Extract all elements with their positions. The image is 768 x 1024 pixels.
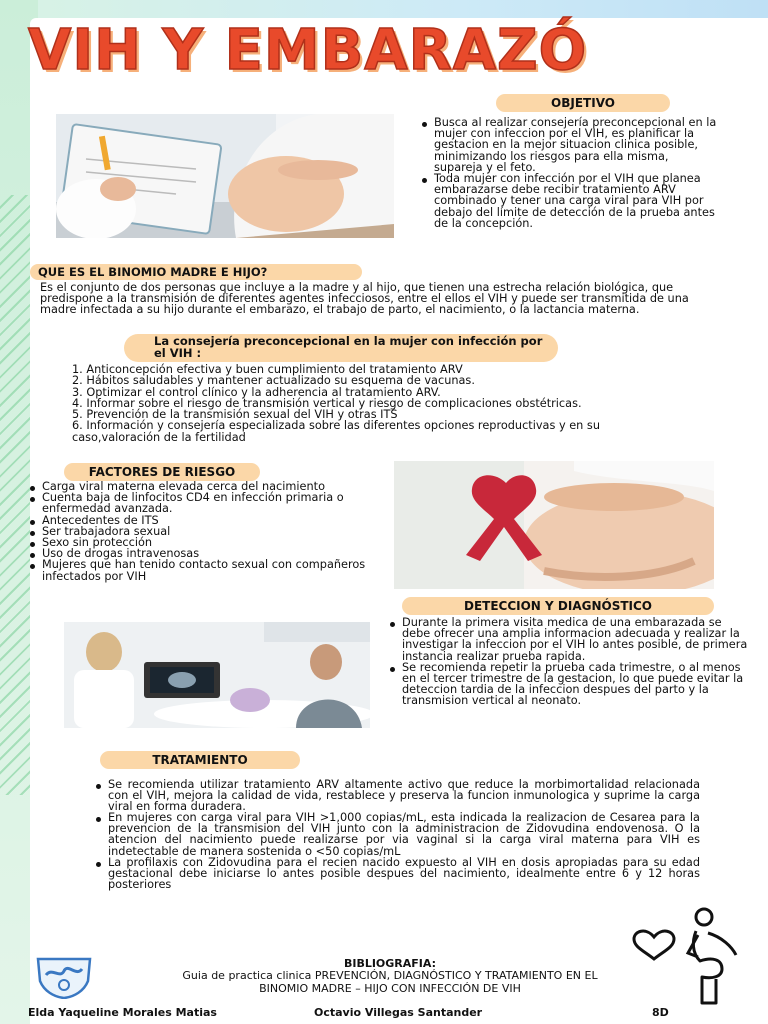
factor-item: Uso de drogas intravenosas — [28, 548, 368, 559]
heart-icon — [634, 931, 674, 959]
objetivo-bullets — [420, 117, 720, 229]
objetivo-heading: OBJETIVO — [496, 94, 670, 112]
tratamiento-bullet: Se recomienda utilizar tratamiento ARV altamente activo que reduce la morbimortalidad relacionada con el VIH, mejora la calidad de vida, restablece y preserva la funcion inmunologica y suprime la carga viral en forma duradera. — [94, 779, 700, 812]
factores-list — [28, 481, 368, 582]
bibliografia-heading: BIBLIOGRAFIA: — [343, 957, 437, 970]
ultrasound-illustration — [64, 622, 370, 728]
factor-item: Carga viral materna elevada cerca del nacimiento — [28, 481, 368, 492]
consejeria-item: 2. Hábitos saludables y mantener actualizado su esquema de vacunas. — [72, 374, 475, 388]
photo-ultrasound — [64, 622, 370, 728]
footer-group: 8D — [652, 1006, 669, 1019]
mother-illustration — [632, 907, 748, 1007]
deteccion-heading: DETECCION Y DIAGNÓSTICO — [402, 597, 714, 615]
deteccion-bullet: Durante la primera visita medica de una embarazada se debe ofrecer una amplia informacion adecuada y realizar la investigar la infeccion por el VIH lo antes posible, de primera instancia realizar prueba rapida. — [388, 617, 752, 662]
binomio-heading: QUE ES EL BINOMIO MADRE E HIJO? — [30, 264, 362, 280]
bibliografia-block — [100, 958, 680, 995]
bibliografia-line: Guia de practica clinica PREVENCIÓN, DIAGNÓSTICO Y TRATAMIENTO EN EL — [182, 969, 598, 983]
binomio-text: Es el conjunto de dos personas que incluye a la madre y al hijo, que tienen una estrecha relación biológica, que predispone a la transmisión de diferentes agentes infecciosos, entre el ellos el VIH y puede ser transmitida de una madre infectada a su hijo durante el embarazo, el trabajo de parto, el nacimiento, o la lactancia materna. — [40, 281, 689, 317]
consejeria-item: 5. Prevención de la transmisión sexual del VIH y otras ITS — [72, 408, 398, 422]
consejeria-list — [72, 364, 682, 443]
page-title: VIH Y EMBARAZÓ — [28, 18, 588, 83]
factor-item: Sexo sin protección — [28, 537, 368, 548]
consejeria-item: 6. Información y consejería especializada sobre las diferentes opciones reproductivas y en su caso,valoración de la fertilidad — [72, 419, 600, 444]
logo-emblem — [34, 953, 94, 999]
footer-author-1: Elda Yaqueline Morales Matias — [28, 1006, 217, 1019]
consejeria-heading: La consejería preconcepcional en la mujer con infección por el VIH : — [124, 334, 558, 362]
tratamiento-bullet: En mujeres con carga viral para VIH >1,000 copias/mL, esta indicada la realizacion de Cesarea para la prevencion de la transmision del VIH junto con la administracion de Zidovudina endovenosa. O la atencion del nacimiento puede realizarse por via vaginal si la carga viral materna para VIH es indetectable de manera sostenida o <50 copias/mL — [94, 812, 700, 856]
consejeria-item: 3. Optimizar el control clínico y la adherencia al tratamiento ARV. — [72, 385, 441, 399]
footer-author-2: Octavio Villegas Santander — [314, 1006, 483, 1019]
factor-item: Antecedentes de ITS — [28, 515, 368, 526]
pregnant-woman-heart-icon — [632, 907, 748, 1007]
bibliografia-line: BINOMIO MADRE – HIJO CON INFECCIÓN DE VIH — [259, 981, 521, 995]
shield-logo-icon — [34, 953, 94, 999]
ribbon-illustration — [394, 461, 714, 589]
objetivo-bullet: Busca al realizar consejería preconcepcional en la mujer con infeccion por el VIH, es planificar la gestacion en la mejor situacion clinica posible, minimizando los riesgos para ella misma, supareja y el feto. — [420, 117, 720, 173]
tratamiento-bullets — [94, 779, 700, 890]
photo-pregnant-consultation — [56, 114, 394, 238]
factor-item: Ser trabajadora sexual — [28, 526, 368, 537]
consejeria-item: 1. Anticoncepción efectiva y buen cumplimiento del tratamiento ARV — [72, 363, 463, 376]
deteccion-bullet: Se recomienda repetir la prueba cada trimestre, o al menos en el tercer trimestre de la gestacion, lo que puede evitar la deteccion tardia de la infeccion despues del parto y la transmision vertical al neonato. — [388, 662, 752, 707]
factor-item: Mujeres que han tenido contacto sexual con compañeros infectados por VIH — [28, 559, 368, 581]
tratamiento-heading: TRATAMIENTO — [100, 751, 300, 769]
photo-ribbon-belly — [394, 461, 714, 589]
objetivo-bullet: Toda mujer con infección por el VIH que planea embarazarse debe recibir tratamiento ARV combinado y tener una carga viral para VIH por debajo del límite de detección de la prueba antes de la concepción. — [420, 173, 720, 229]
deteccion-bullets — [388, 617, 752, 707]
consultation-illustration — [56, 114, 394, 238]
factores-heading: FACTORES DE RIESGO — [64, 463, 260, 481]
factor-item: Cuenta baja de linfocitos CD4 en infección primaria o enfermedad avanzada. — [28, 492, 368, 514]
consejeria-item: 4. Informar sobre el riesgo de transmisión vertical y riesgo de complicaciones obstétricas. — [72, 396, 582, 410]
tratamiento-bullet: La profilaxis con Zidovudina para el recien nacido expuesto al VIH en dosis apropiadas para su edad gestacional debe iniciarse lo antes posible despues del nacimiento, idealmente entre 6 y 12 horas posteriores — [94, 857, 700, 890]
